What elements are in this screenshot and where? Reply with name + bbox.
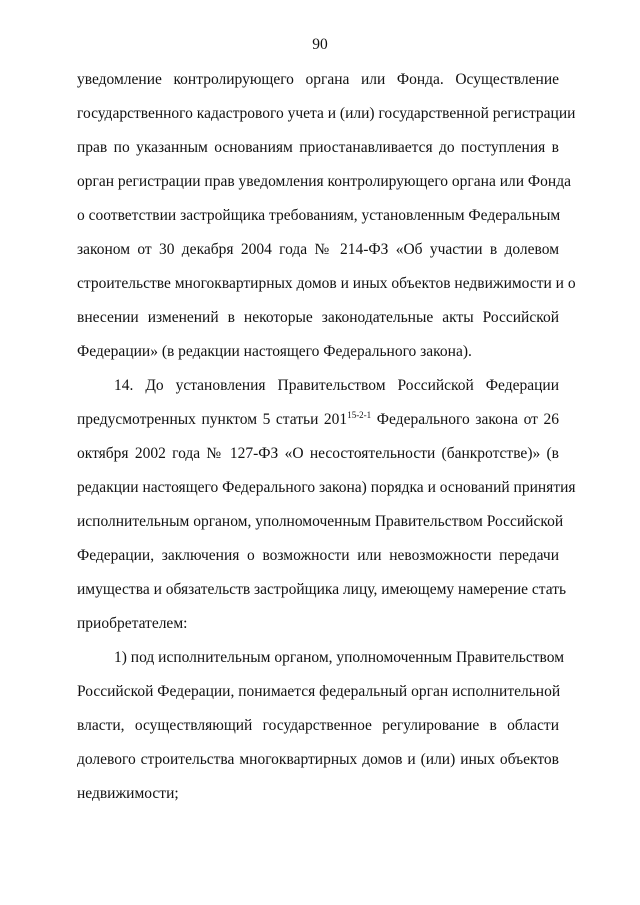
text-line: Федерации, заключения о возможности или невозможности передачи: [77, 547, 559, 564]
text-segment: предусмотренных пунктом 5 статьи 201: [77, 411, 348, 428]
text-line: 1) под исполнительным органом, уполномоченным Правительством: [114, 649, 564, 666]
text-line: редакции настоящего Федерального закона) порядка и оснований принятия: [77, 479, 576, 496]
page-number: 90: [312, 36, 328, 53]
text-line: недвижимости;: [77, 785, 179, 802]
text-segment: Федерального закона от 26: [371, 411, 559, 428]
text-line: орган регистрации прав уведомления контролирующего органа или Фонда: [77, 173, 571, 190]
text-line: законом от 30 декабря 2004 года № 214-ФЗ «Об участии в долевом: [77, 241, 559, 258]
text-line: октября 2002 года № 127-ФЗ «О несостоятельности (банкротстве)» (в: [77, 445, 559, 462]
text-line: прав по указанным основаниям приостанавливается до поступления в: [77, 139, 559, 156]
superscript-reference: 15-2-1: [347, 410, 372, 420]
text-line: имущества и обязательств застройщика лицу, имеющему намерение стать: [77, 581, 567, 598]
text-line: Российской Федерации, понимается федеральный орган исполнительной: [77, 683, 561, 700]
text-line: приобретателем:: [77, 615, 188, 632]
text-line: государственного кадастрового учета и (или) государственной регистрации: [77, 105, 576, 122]
text-line: исполнительным органом, уполномоченным Правительством Российской: [77, 513, 564, 530]
text-line: Федерации» (в редакции настоящего Федерального закона).: [77, 343, 472, 360]
text-line: внесении изменений в некоторые законодательные акты Российской: [77, 309, 559, 326]
text-line: уведомление контролирующего органа или Фонда. Осуществление: [77, 71, 559, 88]
text-line: власти, осуществляющий государственное регулирование в области: [77, 717, 559, 734]
text-line: долевого строительства многоквартирных домов и (или) иных объектов: [77, 751, 559, 768]
text-line-with-footnote: [77, 410, 559, 430]
text-line: о соответствии застройщика требованиям, установленным Федеральным: [77, 207, 561, 224]
text-line: 14. До установления Правительством Российской Федерации: [114, 377, 559, 394]
text-line: строительстве многоквартирных домов и иных объектов недвижимости и о: [77, 275, 576, 292]
